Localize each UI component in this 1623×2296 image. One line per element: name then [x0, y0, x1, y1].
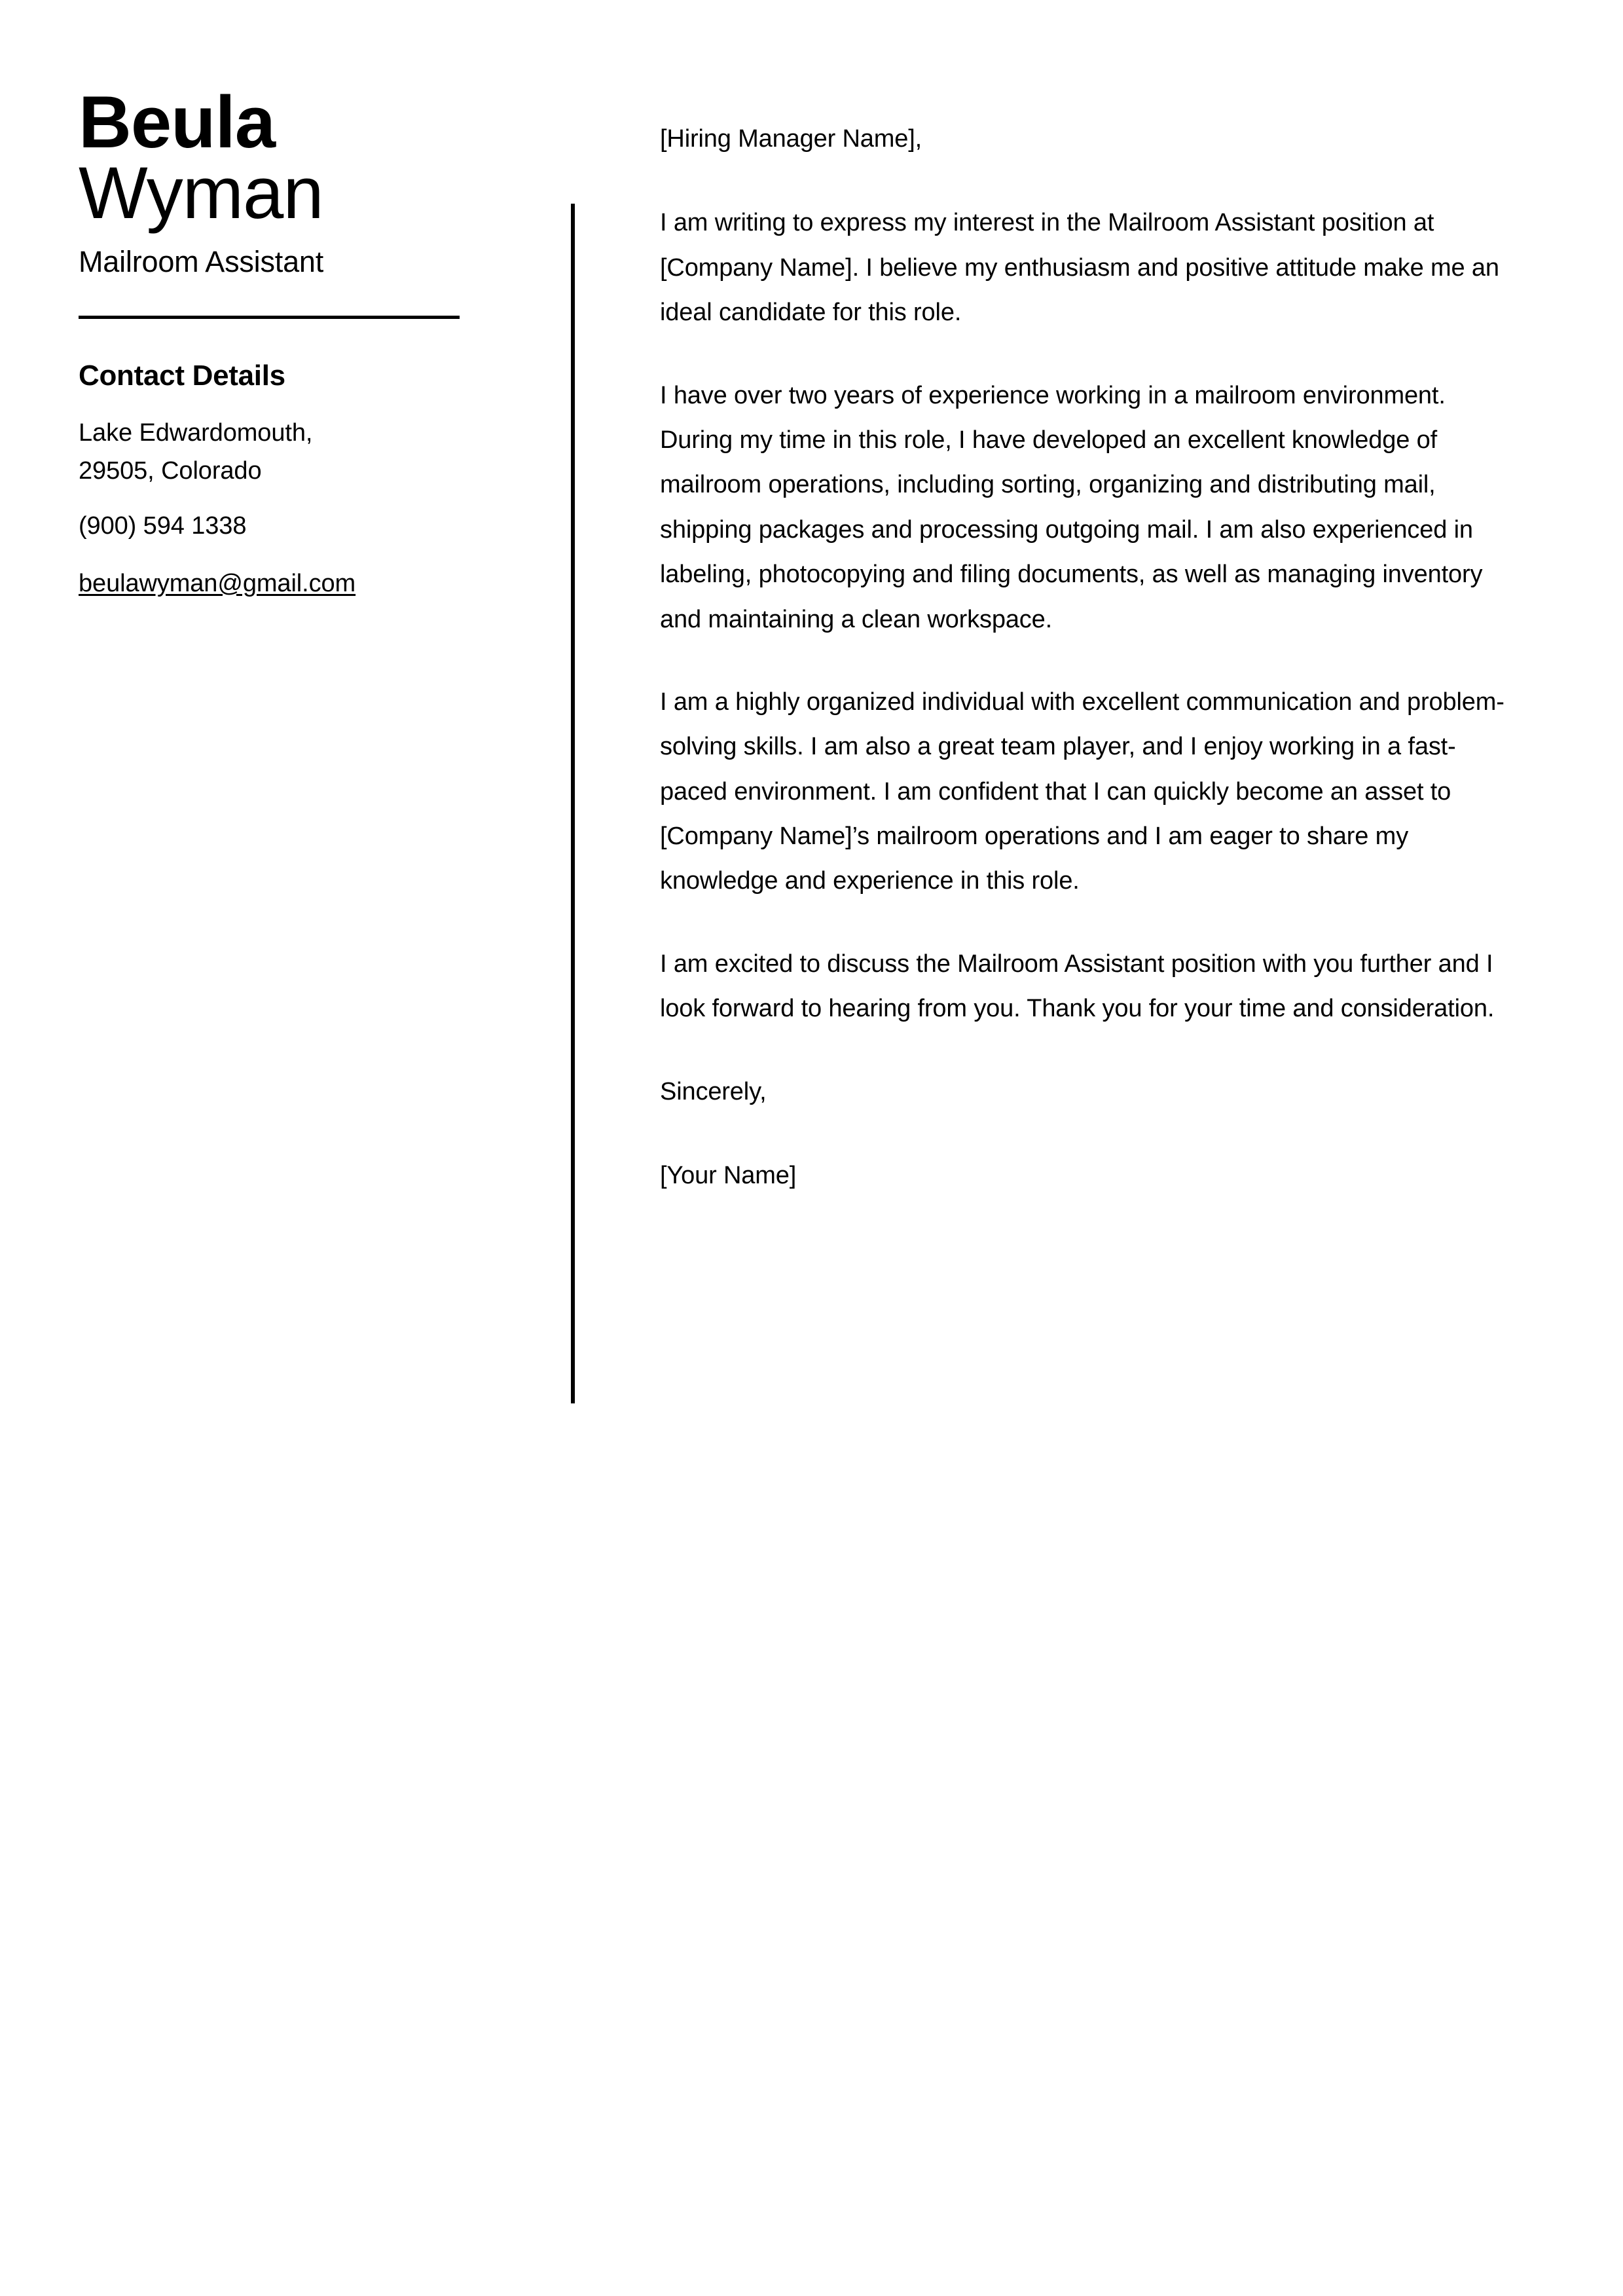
letter-paragraph-2: I have over two years of experience working in a mailroom environment. During my time in this role, I have developed an excellent knowledge of mailroom operations, including sorting, organizing and distributing mail, shipping packages and processing outgoing mail. I am also experienced in labeling, photocopying and filing documents, as well as managing inventory and maintaining a clean workspace. — [660, 381, 1483, 633]
contact-details-list — [79, 415, 484, 602]
letter-paragraph-3: I am a highly organized individual with excellent communication and problem-solving skills. I am also a great team player, and I enjoy working in a fast-paced environment. I am confident that I can quickly become an asset to [Company Name]’s mailroom operations and I am eager to share my knowledge and experience in this role. — [660, 688, 1504, 895]
contact-email-link[interactable]: beulawyman@gmail.com — [79, 569, 356, 597]
contact-phone: (900) 594 1338 — [79, 511, 247, 540]
candidate-last-name: Wyman — [79, 152, 323, 234]
letter-signature: [Your Name] — [660, 1162, 797, 1190]
candidate-job-title: Mailroom Assistant — [79, 245, 324, 279]
letter-paragraph-1: I am writing to express my interest in the Mailroom Assistant position at [Company Name]. I believe my enthusiasm and positive attitude make me an ideal candidate for this role. — [660, 209, 1499, 327]
sidebar — [79, 81, 484, 622]
contact-address-line1: Lake Edwardomouth, — [79, 419, 313, 447]
letter-paragraph-4: I am excited to discuss the Mailroom Assistant position with you further and I look forward to hearing from you. Thank you for your time and consideration. — [660, 950, 1495, 1023]
letter-body — [660, 117, 1511, 1198]
candidate-first-name: Beula — [79, 81, 275, 163]
contact-address-line2: 29505, Colorado — [79, 457, 262, 485]
letter-salutation: [Hiring Manager Name], — [660, 125, 922, 153]
contact-details-heading: Contact Details — [79, 360, 285, 392]
sidebar-horizontal-rule — [79, 316, 460, 319]
vertical-divider — [571, 204, 575, 1403]
contact-email-row — [79, 565, 484, 603]
candidate-name — [79, 81, 484, 234]
contact-address — [79, 415, 484, 491]
letter-closing: Sincerely, — [660, 1077, 767, 1105]
